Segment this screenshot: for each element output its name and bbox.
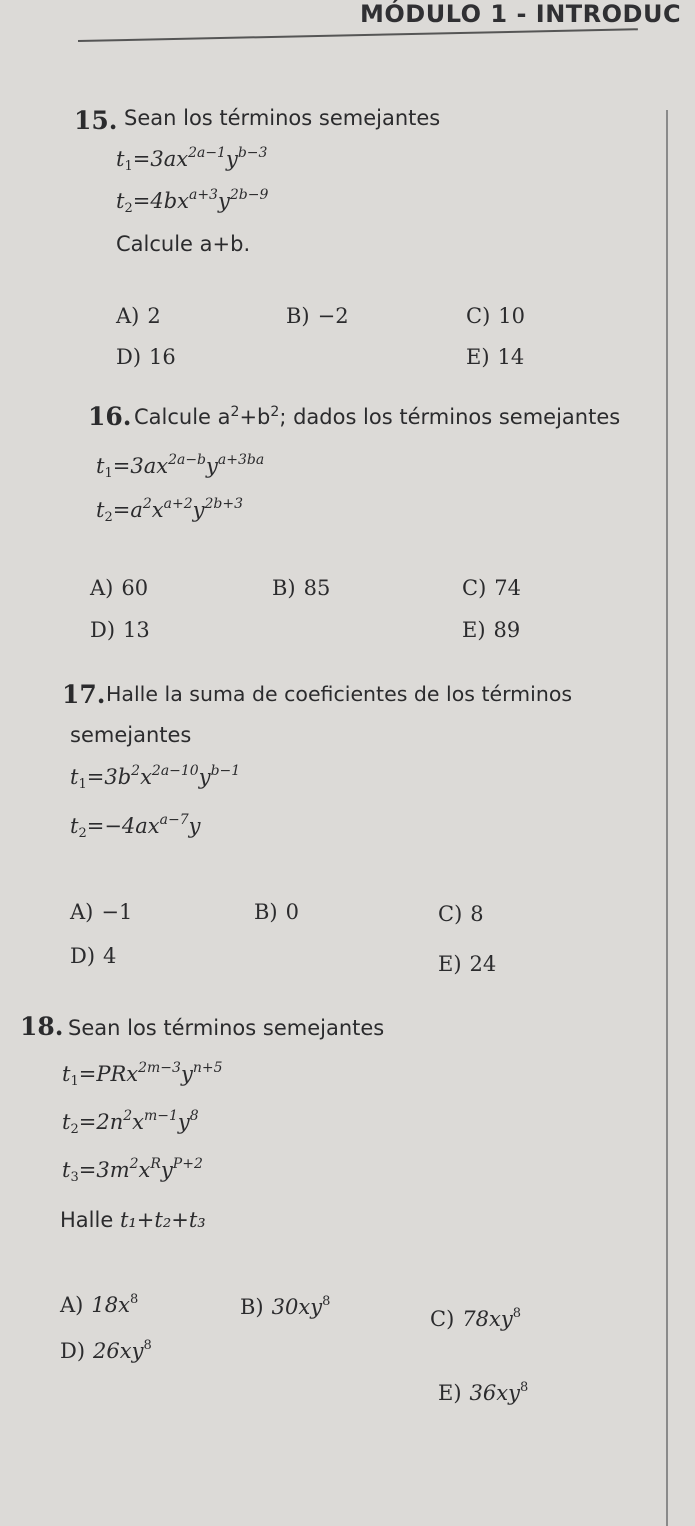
- option-d[interactable]: D) 4: [70, 944, 117, 968]
- problem-number: 16.: [88, 402, 132, 431]
- problem-question: Halle t₁+t₂+t₃: [60, 1208, 206, 1232]
- option-d[interactable]: D) $26xy^8$: [60, 1338, 152, 1363]
- option-b[interactable]: B) 85: [272, 576, 331, 600]
- problem-statement-line1: Halle la suma de coeficientes de los términos: [106, 682, 573, 706]
- problem-statement: Sean los términos semejantes: [124, 106, 441, 130]
- option-e[interactable]: E) 14: [466, 345, 525, 369]
- problem-number: 18.: [20, 1012, 64, 1041]
- problem-statement-line2: semejantes: [70, 723, 192, 747]
- option-b[interactable]: B) $30xy^8$: [240, 1294, 331, 1319]
- term-t2: $t_2=4bx^{a+3}y^{2b-9}$: [116, 187, 269, 216]
- option-d[interactable]: D) 13: [90, 618, 150, 642]
- option-a[interactable]: A) $18x^8$: [60, 1292, 139, 1317]
- problem-statement: Sean los términos semejantes: [68, 1016, 385, 1040]
- module-header: MÓDULO 1 - INTRODUC: [360, 0, 682, 28]
- option-d[interactable]: D) 16: [116, 345, 176, 369]
- option-a[interactable]: A) 2: [116, 304, 161, 328]
- option-c[interactable]: C) 74: [462, 576, 521, 600]
- term-t2: $t_2=a^2x^{a+2}y^{2b+3}$: [96, 496, 243, 525]
- term-t1: $t_1=3b^2x^{2a-10}y^{b-1}$: [70, 763, 241, 792]
- term-t1: $t_1=PRx^{2m-3}y^{n+5}$: [62, 1060, 223, 1089]
- option-b[interactable]: B) 0: [254, 900, 299, 924]
- option-e[interactable]: E) 89: [462, 618, 521, 642]
- problem-question: Calcule a+b.: [116, 232, 251, 256]
- option-e[interactable]: E) $36xy^8$: [438, 1380, 529, 1405]
- margin-line: [666, 110, 668, 1526]
- header-rule: [78, 28, 638, 42]
- option-a[interactable]: A) 60: [90, 576, 149, 600]
- term-t3: $t_3=3m^2x^Ry^{P+2}$: [62, 1156, 203, 1185]
- term-t1: $t_1=3ax^{2a-b}y^{a+3ba}$: [96, 452, 265, 481]
- term-t2: $t_2=2n^2x^{m-1}y^8$: [62, 1108, 199, 1137]
- option-c[interactable]: C) 10: [466, 304, 525, 328]
- problem-statement: Calcule $a^2+b^2$; dados los términos semejantes: [134, 404, 621, 429]
- problem-number: 17.: [62, 680, 106, 709]
- option-c[interactable]: C) $78xy^8$: [430, 1306, 521, 1331]
- term-t2: $t_2=-4ax^{a-7}y$: [70, 812, 201, 841]
- option-a[interactable]: A) −1: [70, 900, 133, 924]
- option-e[interactable]: E) 24: [438, 952, 497, 976]
- option-c[interactable]: C) 8: [438, 902, 484, 926]
- problem-number: 15.: [74, 106, 118, 135]
- option-b[interactable]: B) −2: [286, 304, 349, 328]
- term-t1: $t_1=3ax^{2a-1}y^{b-3}$: [116, 145, 268, 174]
